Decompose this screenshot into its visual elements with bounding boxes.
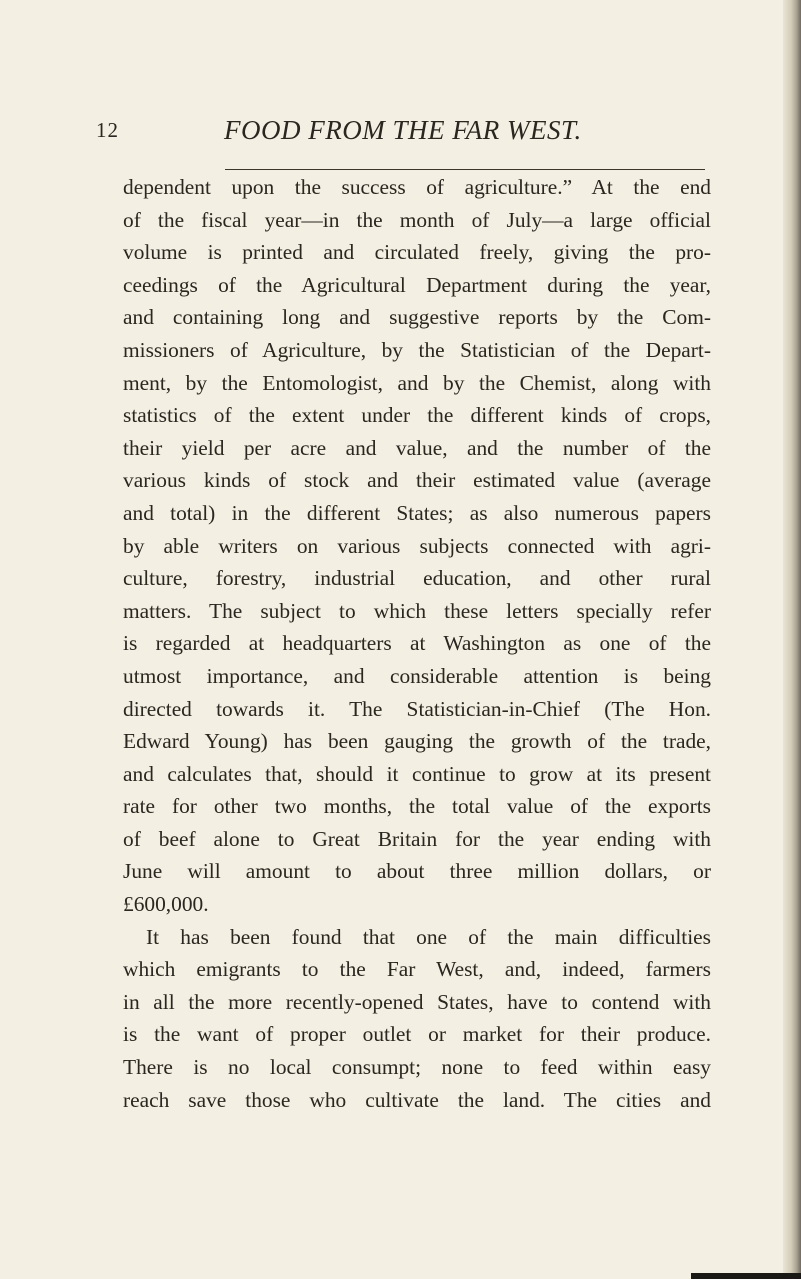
- text-line: various kinds of stock and their estimated value (average: [123, 468, 711, 493]
- text-line: which emigrants to the Far West, and, indeed, farmers: [123, 957, 711, 982]
- text-line: June will amount to about three million dollars, or: [123, 859, 711, 884]
- page-bottom-edge: [691, 1273, 801, 1279]
- page-edge-shadow: [783, 0, 801, 1279]
- header-rule: [225, 169, 705, 170]
- text-line: and calculates that, should it continue to grow at its present: [123, 761, 711, 786]
- text-line: volume is printed and circulated freely, giving the pro-: [123, 240, 711, 265]
- text-line: by able writers on various subjects connected with agri-: [123, 533, 711, 558]
- text-line: matters. The subject to which these letters specially refer: [123, 598, 711, 623]
- page-header: [96, 115, 706, 154]
- text-line: culture, forestry, industrial education, and other rural: [123, 566, 711, 591]
- text-line: in all the more recently-opened States, have to contend with: [123, 989, 711, 1014]
- text-line: is the want of proper outlet or market for their produce.: [123, 1022, 711, 1047]
- text-line: and total) in the different States; as also numerous papers: [123, 500, 711, 525]
- text-line: is regarded at headquarters at Washington as one of the: [123, 631, 711, 656]
- text-line: reach save those who cultivate the land. The cities and: [123, 1087, 711, 1112]
- text-line: ment, by the Entomologist, and by the Chemist, along with: [123, 370, 711, 395]
- text-line: their yield per acre and value, and the number of the: [123, 435, 711, 460]
- text-line: of the fiscal year—in the month of July—a large official: [123, 207, 711, 232]
- page-number: 12: [96, 118, 119, 142]
- text-line: statistics of the extent under the different kinds of crops,: [123, 403, 711, 428]
- running-title: FOOD FROM THE FAR WEST.: [224, 115, 582, 145]
- paragraph-end-line: £600,000.: [123, 892, 209, 917]
- text-line: utmost importance, and considerable attention is being: [123, 663, 711, 688]
- text-line: ceedings of the Agricultural Department during the year,: [123, 272, 711, 297]
- text-line: and containing long and suggestive reports by the Com-: [123, 305, 711, 330]
- text-line: dependent upon the success of agriculture.” At the end: [123, 175, 711, 199]
- body-text: [123, 171, 711, 1116]
- text-line: directed towards it. The Statistician-in-Chief (The Hon.: [123, 696, 711, 721]
- text-line: missioners of Agriculture, by the Statistician of the Depart-: [123, 337, 711, 362]
- text-line: There is no local consumpt; none to feed within easy: [123, 1055, 711, 1080]
- text-line: Edward Young) has been gauging the growth of the trade,: [123, 729, 711, 754]
- text-line: of beef alone to Great Britain for the year ending with: [123, 826, 711, 851]
- text-line: rate for other two months, the total value of the exports: [123, 794, 711, 819]
- paragraph-start-line: It has been found that one of the main difficulties: [146, 924, 711, 949]
